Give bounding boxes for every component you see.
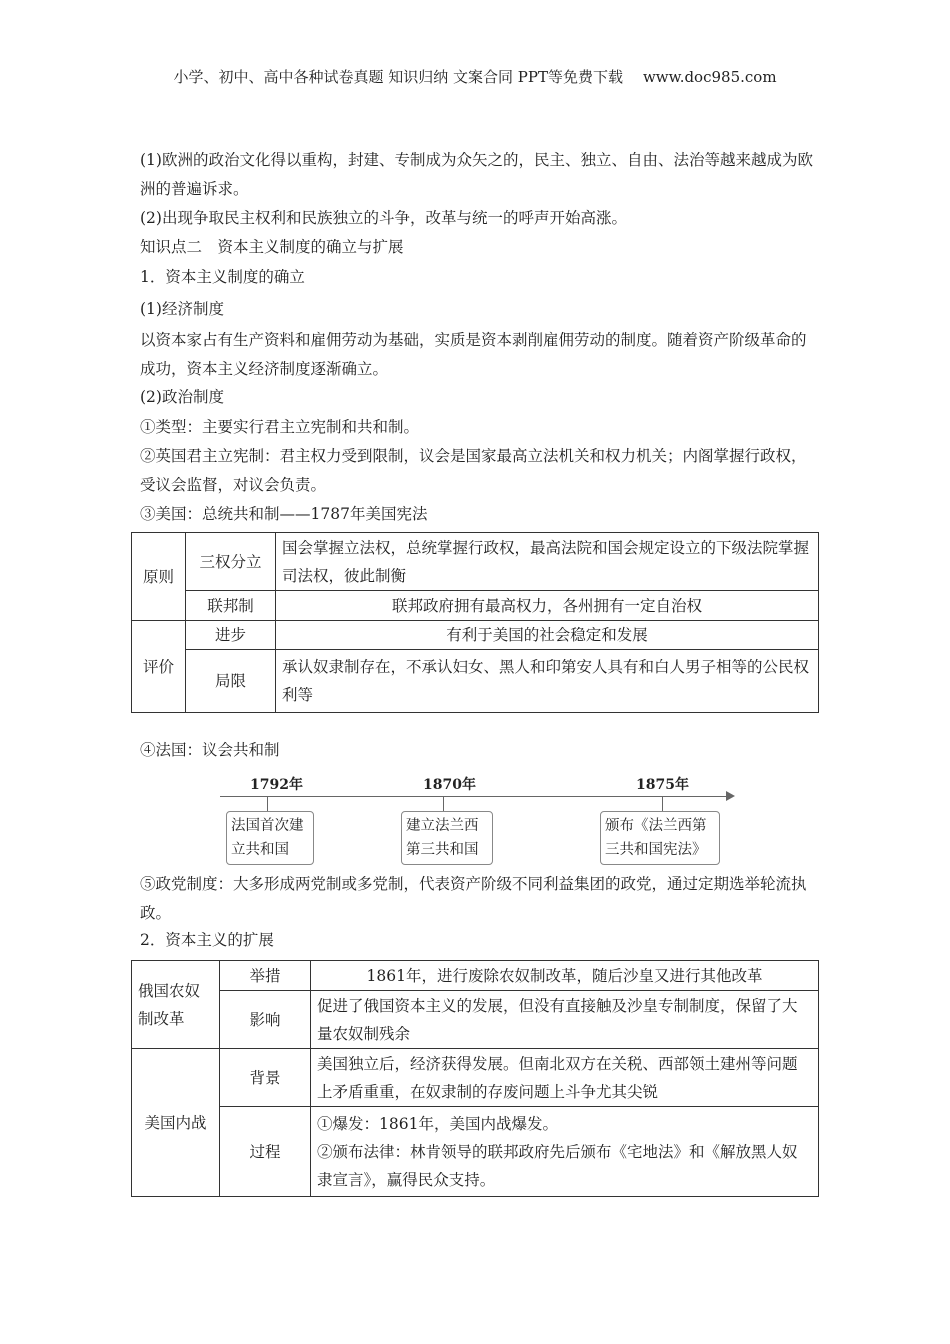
cell: 联邦制 — [186, 591, 276, 621]
cell: 背景 — [220, 1049, 311, 1107]
subheading: 1．资本主义制度的确立 — [140, 268, 305, 286]
cell — [311, 1107, 819, 1197]
paragraph: ①类型：主要实行君主立宪制和共和制。 — [140, 418, 420, 436]
cell: 承认奴隶制存在，不承认妇女、黑人和印第安人具有和白人男子相等的公民权利等 — [276, 650, 819, 713]
cell: 促进了俄国资本主义的发展，但没有直接触及沙皇专制制度，保留了大量农奴制残余 — [311, 991, 819, 1049]
timeline-year: 1870年 — [423, 777, 476, 793]
header-text: 小学、初中、高中各种试卷真题 知识归纳 文案合同 PPT等免费下载 — [173, 68, 623, 86]
cell: 进步 — [186, 621, 276, 650]
header-url[interactable]: www.doc985.com — [642, 68, 777, 86]
paragraph: ③美国：总统共和制——1787年美国宪法 — [140, 505, 428, 523]
row-header: 评价 — [132, 621, 186, 713]
arrow-icon — [726, 791, 735, 801]
timeline-tick — [267, 796, 268, 811]
cell: 举措 — [220, 961, 311, 991]
section-heading: 知识点二 资本主义制度的确立与扩展 — [140, 238, 404, 256]
cell: 有利于美国的社会稳定和发展 — [276, 621, 819, 650]
france-timeline — [220, 770, 740, 865]
cell: 美国独立后，经济获得发展。但南北双方在关税、西部领土建州等问题上矛盾重重，在奴隶制的存废问题上斗争尤其尖锐 — [311, 1049, 819, 1107]
timeline-event: 建立法兰西第三共和国 — [401, 811, 493, 865]
cell: 三权分立 — [186, 533, 276, 591]
cell: 影响 — [220, 991, 311, 1049]
cell-line: ①爆发：1861年，美国内战爆发。 — [317, 1114, 558, 1133]
paragraph: (2)出现争取民主权利和民族独立的斗争，改革与统一的呼声开始高涨。 — [140, 209, 627, 227]
row-header: 美国内战 — [132, 1049, 220, 1197]
cell: 局限 — [186, 650, 276, 713]
paragraph: (1)欧洲的政治文化得以重构，封建、专制成为众矢之的，民主、独立、自由、法治等越来越成为欧洲的普遍诉求。 — [140, 151, 813, 198]
cell: 联邦政府拥有最高权力，各州拥有一定自治权 — [276, 591, 819, 621]
paragraph: ⑤政党制度：大多形成两党制或多党制，代表资产阶级不同利益集团的政党，通过定期选举轮流执政。 — [140, 875, 807, 922]
row-header: 原则 — [132, 533, 186, 621]
timeline-axis — [220, 796, 728, 797]
timeline-tick — [443, 796, 444, 811]
subheading: (1)经济制度 — [140, 300, 224, 318]
paragraph: 以资本家占有生产资料和雇佣劳动为基础，实质是资本剥削雇佣劳动的制度。随着资产阶级革命的成功，资本主义经济制度逐渐确立。 — [140, 331, 807, 378]
timeline-event: 法国首次建立共和国 — [226, 811, 314, 865]
cell: 过程 — [220, 1107, 311, 1197]
paragraph: ④法国：议会共和制 — [140, 741, 280, 759]
us-constitution-table — [131, 532, 819, 713]
page-header — [0, 66, 950, 87]
subheading: (2)政治制度 — [140, 388, 224, 406]
paragraph: ②英国君主立宪制：君主权力受到限制，议会是国家最高立法机关和权力机关；内阁掌握行政权，受议会监督，对议会负责。 — [140, 447, 807, 494]
timeline-event: 颁布《法兰西第三共和国宪法》 — [600, 811, 720, 865]
capitalism-expansion-table — [131, 960, 819, 1197]
timeline-tick — [662, 796, 663, 811]
subheading: 2．资本主义的扩展 — [140, 931, 274, 949]
cell: 1861年，进行废除农奴制改革，随后沙皇又进行其他改革 — [311, 961, 819, 991]
timeline-year: 1792年 — [250, 777, 303, 793]
row-header: 俄国农奴制改革 — [132, 961, 220, 1049]
cell: 国会掌握立法权，总统掌握行政权，最高法院和国会规定设立的下级法院掌握司法权，彼此制衡 — [276, 533, 819, 591]
cell-line: ②颁布法律：林肯领导的联邦政府先后颁布《宅地法》和《解放黑人奴隶宣言》，赢得民众支持。 — [317, 1142, 798, 1189]
timeline-year: 1875年 — [636, 777, 689, 793]
